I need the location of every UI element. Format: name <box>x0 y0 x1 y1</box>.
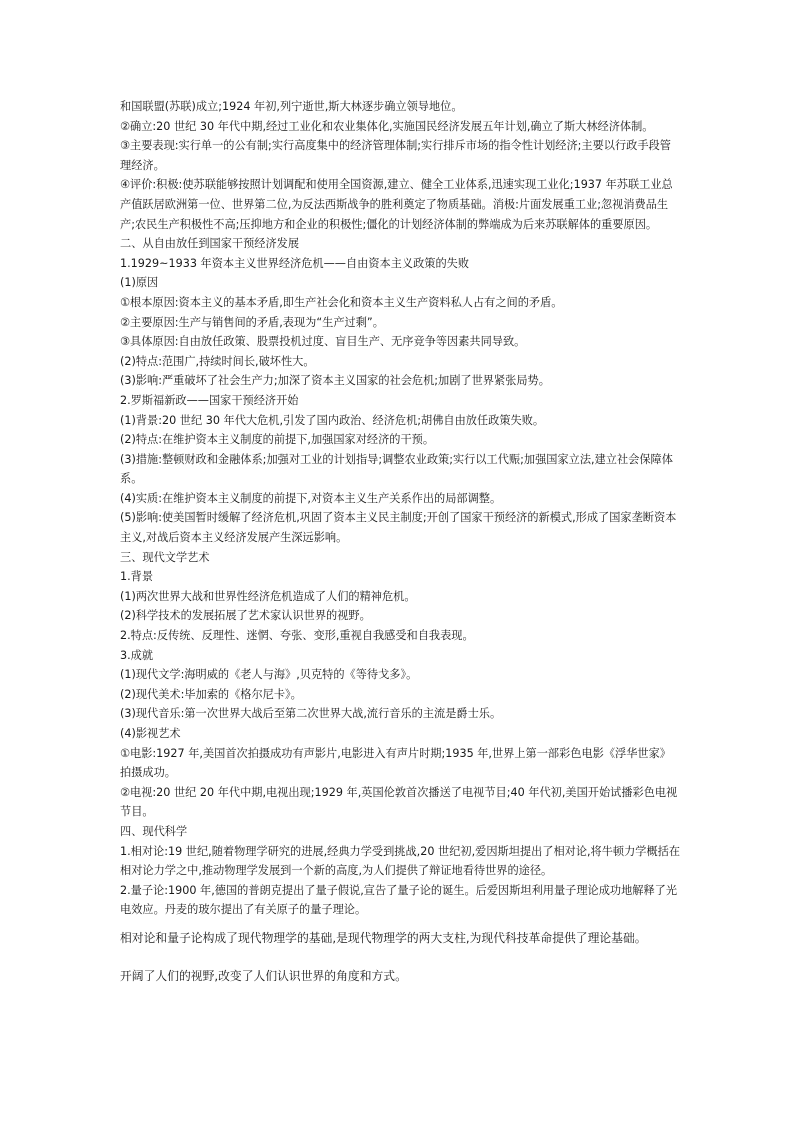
text-line: 2.量子论:1900 年,德国的普朗克提出了量子假说,宣告了量子论的诞生。后爱因斯坦利用量子理论成功地解释了光电效应。丹麦的玻尔提出了有关原子的量子理论。 <box>120 883 678 917</box>
text-line: (1)现代文学:海明威的《老人与海》,贝克特的《等待戈多》。 <box>120 668 418 682</box>
text-line: 2.特点:反传统、反理性、迷惘、夸张、变形,重视自我感受和自我表现。 <box>120 629 474 643</box>
text-line: (3)现代音乐:第一次世界大战后至第二次世界大战,流行音乐的主流是爵士乐。 <box>120 707 502 721</box>
summary-line: 相对论和量子论构成了现代物理学的基础,是现代物理学的两大支柱,为现代科技革命提供了理论基础。 <box>120 930 647 945</box>
text-line: (4)影视艺术 <box>120 727 181 740</box>
text-line: 3.成就 <box>120 648 154 662</box>
text-line: (2)现代美术:毕加索的《格尔尼卡》。 <box>120 687 302 701</box>
summary-line: 开阔了人们的视野,改变了人们认识世界的角度和方式。 <box>120 968 407 983</box>
text-line: (1)原因 <box>120 276 159 290</box>
section-heading: 三、现代文学艺术 <box>120 550 210 564</box>
text-line: ②主要原因:生产与销售间的矛盾,表现为“生产过剩”。 <box>120 315 384 329</box>
text-line: (1)背景:20 世纪 30 年代大危机,引发了国内政治、经济危机;胡佛自由放任政策失败。 <box>120 413 545 427</box>
text-line: 1.1929~1933 年资本主义世界经济危机——自由资本主义政策的失败 <box>120 256 470 270</box>
text-line: ③主要表现:实行单一的公有制;实行高度集中的经济管理体制;实行排斥市场的指令性计划经济;主要以行政手段管理经济。 <box>120 139 671 172</box>
text-line: 2.罗斯福新政——国家干预经济开始 <box>120 393 299 407</box>
text-line: ①根本原因:资本主义的基本矛盾,即生产社会化和资本主义生产资料私人占有之间的矛盾。 <box>120 295 563 309</box>
text-line: (2)特点:范围广,持续时间长,破坏性大。 <box>120 354 315 368</box>
text-line: (5)影响:使美国暂时缓解了经济危机,巩固了资本主义民主制度;开创了国家干预经济的新模式,形成了国家垄断资本主义,对战后资本主义经济发展产生深远影响。 <box>120 511 677 545</box>
text-line: (1)两次世界大战和世界性经济危机造成了人们的精神危机。 <box>120 589 416 603</box>
document-page <box>120 97 682 986</box>
section-heading: 二、从自由放任到国家干预经济发展 <box>120 237 300 251</box>
text-line: (4)实质:在维护资本主义制度的前提下,对资本主义生产关系作出的局部调整。 <box>120 491 502 505</box>
section-heading: 四、现代科学 <box>120 824 188 838</box>
text-line: (3)措施:整顿财政和金融体系;加强对工业的计划指导;调整农业政策;实行以工代赈;加强国家立法,建立社会保障体系。 <box>120 452 673 486</box>
text-line: ①电影:1927 年,美国首次拍摄成功有声影片,电影进入有声片时期;1935 年,世界上第一部彩色电影《浮华世家》拍摄成功。 <box>120 746 671 780</box>
text-line: 和国联盟(苏联)成立;1924 年初,列宁逝世,斯大林逐步确立领导地位。 <box>120 100 463 113</box>
text-line: ②确立:20 世纪 30 年代中期,经过工业化和农业集体化,实施国民经济发展五年计划,确立了斯大林经济体制。 <box>120 119 654 133</box>
text-line: 1.相对论:19 世纪,随着物理学研究的进展,经典力学受到挑战,20 世纪初,爱因斯坦提出了相对论,将牛顿力学概括在相对论力学之中,推动物理学发展到一个新的高度,为人们提供了辩证地看待世界的途径。 <box>120 844 681 878</box>
text-line: (2)科学技术的发展拓展了艺术家认识世界的视野。 <box>120 609 371 623</box>
text-line: ②电视:20 世纪 20 年代中期,电视出现;1929 年,英国伦敦首次播送了电视节目;40 年代初,美国开始试播彩色电视节目。 <box>120 785 678 819</box>
text-line: (3)影响:严重破坏了社会生产力;加深了资本主义国家的社会危机;加剧了世界紧张局势。 <box>120 374 550 388</box>
text-line: (2)特点:在维护资本主义制度的前提下,加强国家对经济的干预。 <box>120 433 435 447</box>
text-line: ③具体原因:自由放任政策、股票投机过度、盲目生产、无序竞争等因素共同导致。 <box>120 335 526 349</box>
text-line: ④评价:积极:使苏联能够按照计划调配和使用全国资源,建立、健全工业体系,迅速实现工业化;1937 年苏联工业总产值跃居欧洲第一位、世界第二位,为反法西斯战争的胜利奠定了物质基础。消极:片面发展重工业;忽视消费品生产;农民生产积极性不高;压抑地方和企业的积极性;僵化的计划经济体制的弊端成为后来苏联解体的重要原因。 <box>120 178 673 231</box>
text-line: 1.背景 <box>120 570 154 584</box>
